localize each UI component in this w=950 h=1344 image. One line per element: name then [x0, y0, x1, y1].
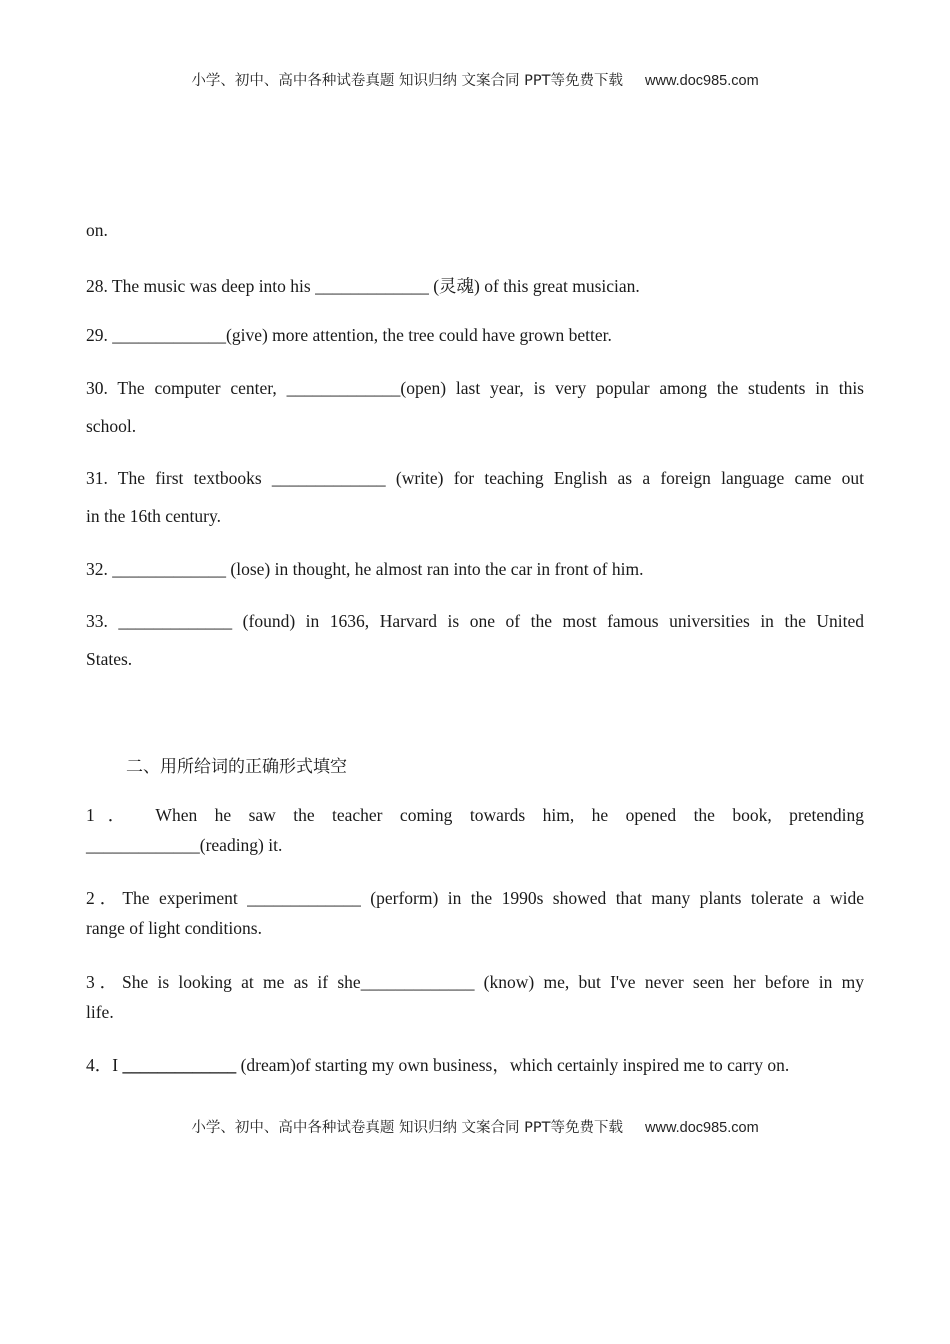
footer-site: www.doc985.com — [645, 1120, 759, 1136]
item-2 — [86, 885, 864, 910]
question-33-line-2: States. — [86, 649, 133, 669]
footer-text: 小学、初中、高中各种试卷真题 知识归纳 文案合同 PPT等免费下载 — [191, 1120, 624, 1136]
item-4-blank: _____________ — [122, 1055, 237, 1075]
question-29: 29. _____________(give) more attention, the tree could have grown better. — [86, 325, 612, 345]
item-1-line-2: _____________(reading) it. — [86, 835, 283, 855]
item-2-line-2: range of light conditions. — [86, 918, 262, 938]
item-4 — [86, 1052, 864, 1077]
header-text: 小学、初中、高中各种试卷真题 知识归纳 文案合同 PPT等免费下载 — [191, 73, 624, 89]
item-3 — [86, 969, 864, 994]
question-33-line-1: 33. _____________ (found) in 1636, Harvard is one of the most famous universities in the United — [86, 611, 864, 631]
question-30 — [86, 378, 864, 399]
item-3-line-1: 3．She is looking at me as if she_____________ (know) me, but I've never seen her before in my — [86, 972, 864, 992]
item-1 — [86, 802, 864, 827]
item-1-line-1: 1． When he saw the teacher coming towards him, he opened the book, pretending — [86, 805, 864, 825]
item-3-line-2: life. — [86, 1002, 114, 1022]
question-33 — [86, 611, 864, 632]
question-30-line-2: school. — [86, 416, 137, 436]
header-site: www.doc985.com — [645, 73, 759, 89]
section-2-heading: 二、用所给词的正确形式填空 — [126, 757, 347, 777]
question-31-line-1: 31. The first textbooks _____________ (write) for teaching English as a foreign language came out — [86, 468, 864, 488]
item-4-prefix: 4．I — [86, 1055, 123, 1075]
question-28: 28. The music was deep into his _____________ (灵魂) of this great musician. — [86, 276, 640, 296]
page-footer — [0, 1116, 950, 1137]
question-continuation: on. — [86, 220, 108, 240]
page-header — [0, 69, 950, 90]
question-32: 32. _____________ (lose) in thought, he almost ran into the car in front of him. — [86, 559, 644, 579]
question-30-line-1: 30. The computer center, _____________(open) last year, is very popular among the students in this — [86, 378, 864, 398]
question-31-line-2: in the 16th century. — [86, 506, 221, 526]
question-31 — [86, 468, 864, 489]
item-4-suffix: (dream)of starting my own business，which certainly inspired me to carry on. — [236, 1055, 790, 1075]
item-2-line-1: 2．The experiment _____________ (perform) in the 1990s showed that many plants tolerate a wide — [86, 888, 864, 908]
